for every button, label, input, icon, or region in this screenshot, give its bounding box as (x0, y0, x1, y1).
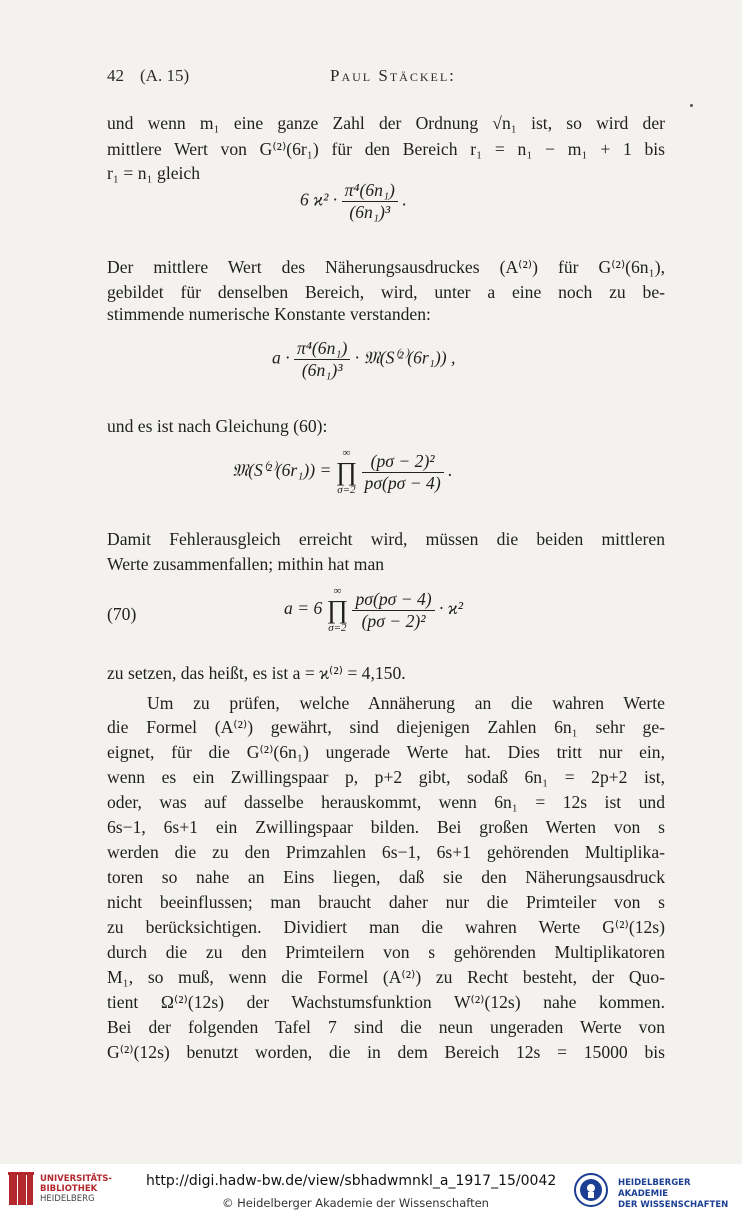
fraction-numerator: π⁴(6n₁) (294, 338, 350, 360)
academy-name-line: HEIDELBERGER AKADEMIE (618, 1178, 691, 1199)
text-line: zu setzen, das heißt, es ist a = ϰ⁽²⁾ = 4,150. (107, 663, 406, 683)
text-line: werden die zu den Primzahlen 6s−1, 6s+1 gehörenden Multiplika- (107, 842, 665, 862)
library-name-line: HEIDELBERG (40, 1194, 95, 1204)
formula-equation-60 (232, 448, 453, 496)
page-number: 42 (107, 66, 124, 85)
text-line: gebildet für denselben Bereich, wird, unter a eine noch zu be- (107, 282, 665, 302)
text-line: und es ist nach Gleichung (60): (107, 416, 328, 436)
formula-prefix: 6 ϰ² · (300, 189, 338, 210)
fraction (294, 338, 350, 381)
text-line: Werte zusammenfallen; mithin hat man (107, 554, 385, 574)
fraction-denominator: (pσ − 2)² (361, 610, 426, 631)
text-line: mittlere Wert von G⁽²⁾(6r₁) für den Bereich r₁ = n₁ − m₁ + 1 bis (107, 139, 665, 159)
product-symbol: ∏ (326, 595, 349, 624)
text-line: Bei der folgenden Tafel 7 sind die neun ungeraden Werte von (107, 1017, 665, 1037)
text-line: Der mittlere Wert des Näherungsausdruckes (A⁽²⁾) für G⁽²⁾(6n₁), (107, 257, 665, 277)
text-line: zu berücksichtigen. Dividiert man die wahren Werte G⁽²⁾(12s) (107, 917, 665, 937)
fraction-numerator: π⁴(6n₁) (342, 180, 398, 202)
product-lower-limit: σ=2 (328, 622, 347, 634)
product-operator (327, 586, 348, 634)
formula-suffix: · ϰ² (439, 598, 463, 619)
text-line: eignet, für die G⁽²⁾(6n₁) ungerade Werte hat. Dies tritt nur ein, (107, 742, 665, 762)
text-line: r₁ = n₁ gleich (107, 163, 201, 183)
text-line: stimmende numerische Konstante verstanden: (107, 304, 431, 324)
text-line: toren so nahe an Eins liegen, daß sie den Näherungsausdruck (107, 867, 665, 887)
text-line: tient Ω⁽²⁾(12s) der Wachstumsfunktion W⁽²⁾(12s) nahe kommen. (107, 992, 665, 1012)
text-line: nicht beeinflussen; man braucht daher nur die Primteiler von s (107, 892, 665, 912)
formula-prefix: a · (272, 347, 290, 368)
text-line: und wenn m₁ eine ganze Zahl der Ordnung √n₁ ist, so wird der (107, 113, 665, 133)
fraction (342, 180, 398, 223)
copyright-notice: © Heidelberger Akademie der Wissenschaften (222, 1196, 489, 1210)
text-line: die Formel (A⁽²⁾) gewährt, sind diejenigen Zahlen 6n₁ sehr ge- (107, 717, 665, 737)
permalink-url[interactable]: http://digi.hadw-bw.de/view/sbhadwmnkl_a_1917_15/0042 (146, 1173, 557, 1189)
fraction-numerator: pσ(pσ − 4) (352, 589, 434, 611)
academy-logo-text (618, 1178, 742, 1211)
text-line: G⁽²⁾(12s) benutzt worden, die in dem Bereich 12s = 15000 bis (107, 1042, 665, 1062)
fraction-denominator: pσ(pσ − 4) (364, 472, 441, 493)
formula-suffix: · 𝔐(S⁽²⁾(6r₁)) , (354, 347, 456, 368)
product-upper-limit: ∞ (342, 447, 351, 459)
section-reference: (A. 15) (140, 66, 190, 85)
formula-lhs: 𝔐(S⁽²⁾(6r₁)) = (232, 460, 332, 481)
fraction-denominator: (6n₁)³ (349, 202, 391, 222)
running-title-author: Paul Stäckel: (330, 66, 456, 85)
formula-approximation-mean (272, 338, 455, 381)
library-name-line: BIBLIOTHEK (40, 1184, 98, 1194)
library-logo-icon (8, 1172, 34, 1208)
formula-suffix: . (448, 460, 453, 481)
text-line: oder, was auf dasselbe herauskommt, wenn 6n₁ = 12s ist und (107, 792, 665, 812)
footer-bar (0, 1164, 742, 1216)
product-symbol: ∏ (335, 457, 358, 486)
text-line: wenn es ein Zwillingspaar p, p+2 gibt, sodaß 6n₁ = 2p+2 ist, (107, 767, 665, 787)
scan-speck (690, 104, 693, 107)
product-lower-limit: σ=2 (337, 484, 356, 496)
fraction-denominator: (6n₁)³ (301, 360, 343, 380)
library-name-line: UNIVERSITÄTS- (40, 1174, 112, 1184)
fraction (362, 451, 444, 494)
text-line: 6s−1, 6s+1 ein Zwillingspaar bilden. Bei großen Werten von s (107, 817, 665, 837)
formula-mean-value (300, 180, 407, 223)
fraction-numerator: (pσ − 2)² (362, 451, 444, 473)
product-upper-limit: ∞ (333, 585, 342, 597)
formula-lhs: a = 6 (284, 598, 323, 619)
academy-seal-icon (574, 1173, 608, 1207)
library-logo-text (40, 1174, 112, 1204)
text-line: Damit Fehlerausgleich erreicht wird, müssen die beiden mittleren (107, 529, 665, 549)
text-line: M₁, so muß, wenn die Formel (A⁽²⁾) zu Recht besteht, der Quo- (107, 967, 665, 987)
product-operator (336, 448, 357, 496)
academy-name-line: DER WISSENSCHAFTEN (618, 1200, 729, 1210)
text-line: Um zu prüfen, welche Annäherung an die wahren Werte (147, 693, 665, 713)
fraction (352, 589, 434, 632)
text-line: durch die zu den Primteilern von s gehörenden Multiplikatoren (107, 942, 665, 962)
equation-number: (70) (107, 604, 137, 624)
formula-suffix: . (402, 189, 407, 210)
formula-equation-70 (284, 586, 463, 634)
